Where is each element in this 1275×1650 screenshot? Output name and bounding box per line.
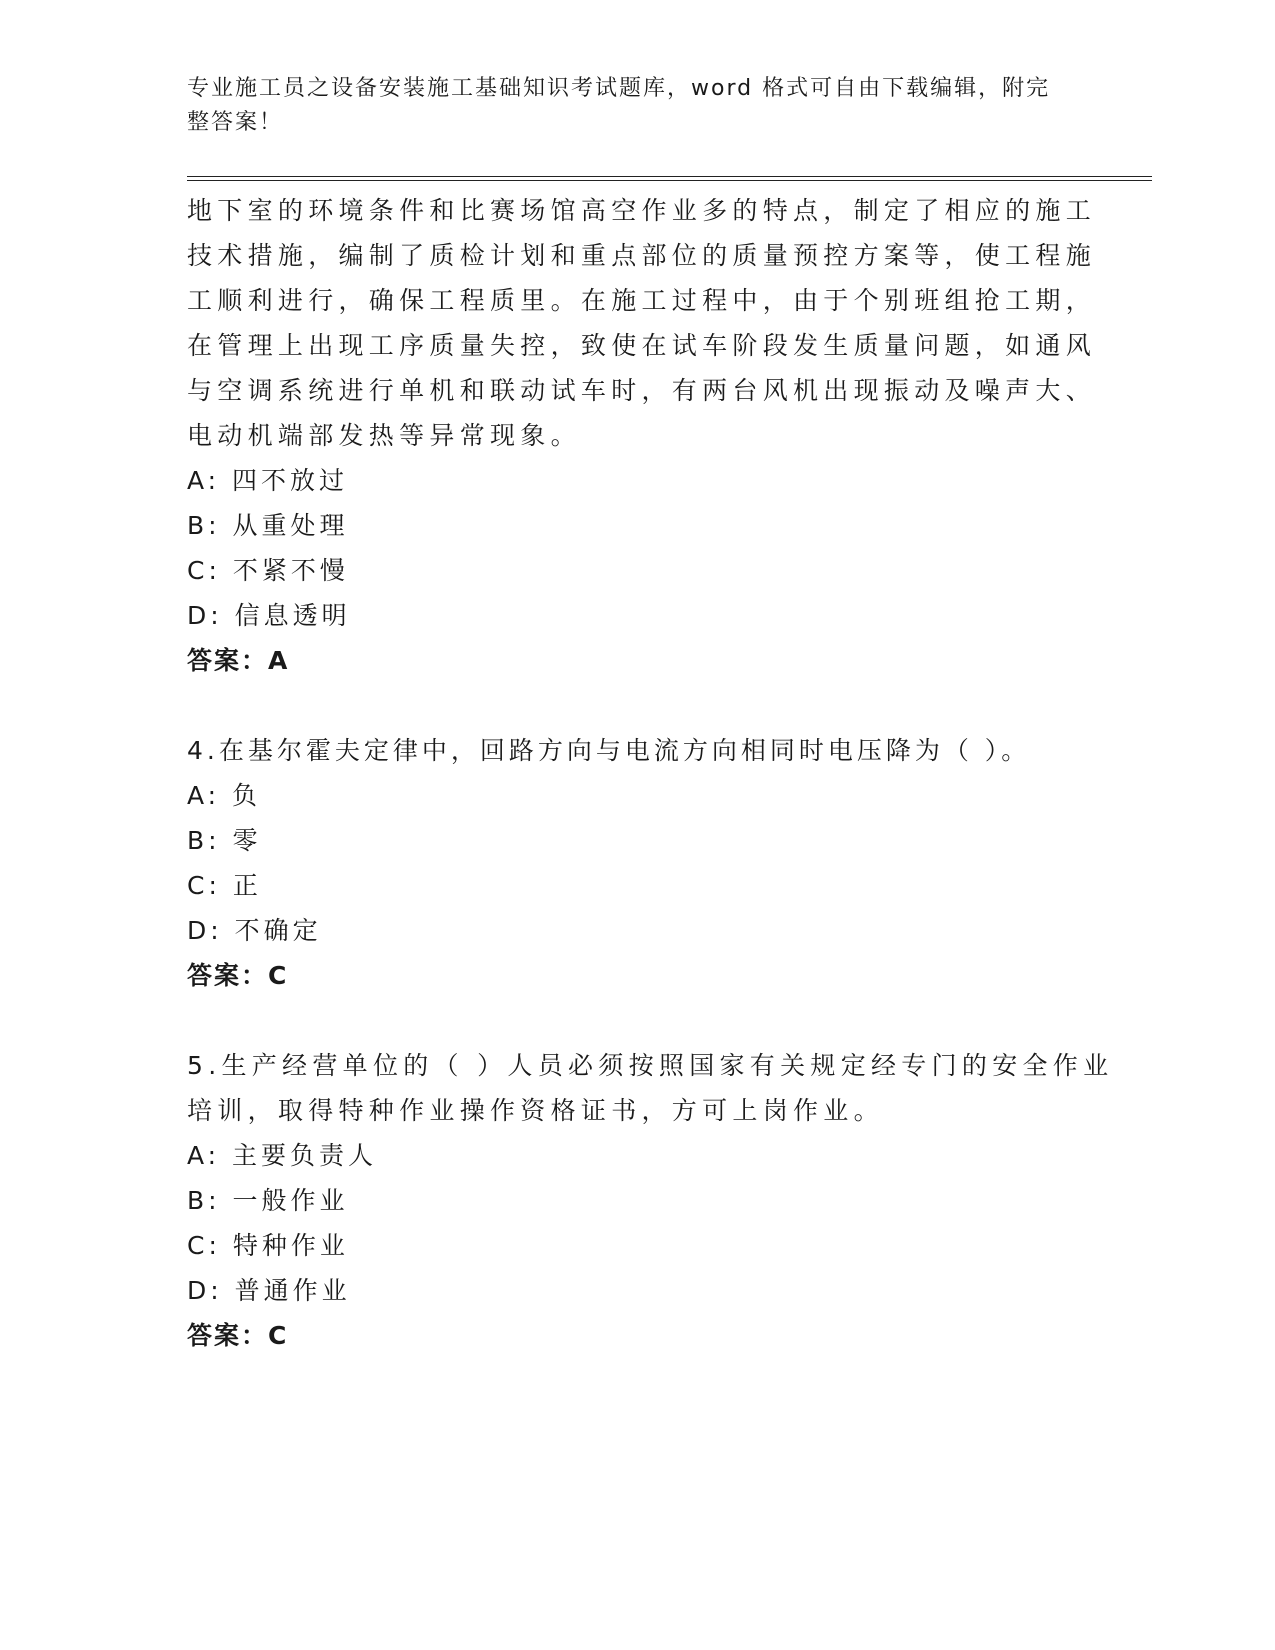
question-stem-line: 与空调系统进行单机和联动试车时，有两台风机出现振动及噪声大、 — [187, 376, 1097, 405]
question-stem-line: 电动机端部发热等异常现象。 — [187, 421, 581, 450]
option-c: C: 不紧不慢 — [187, 556, 349, 585]
option-d: D: 普通作业 — [187, 1276, 351, 1305]
question-stem-line: 4.在基尔霍夫定律中，回路方向与电流方向相同时电压降为（ ）。 — [187, 736, 1031, 765]
question-stem-line: 技术措施，编制了质检计划和重点部位的质量预控方案等，使工程施 — [187, 241, 1097, 270]
option-b: B: 一般作业 — [187, 1186, 349, 1215]
question-stem-line: 地下室的环境条件和比赛场馆高空作业多的特点，制定了相应的施工 — [187, 196, 1097, 225]
option-b: B: 零 — [187, 826, 262, 855]
option-a: A: 四不放过 — [187, 466, 349, 495]
question-stem-line: 5.生产经营单位的（ ）人员必须按照国家有关规定经专门的安全作业 — [187, 1051, 1114, 1080]
option-d: D: 信息透明 — [187, 601, 351, 630]
document-header: 专业施工员之设备安装施工基础知识考试题库，word 格式可自由下载编辑，附完 整答案！ — [187, 76, 1051, 135]
option-c: C: 特种作业 — [187, 1231, 349, 1260]
question-3 — [187, 188, 1097, 683]
spacer — [187, 683, 1067, 728]
header-double-rule — [187, 176, 1152, 181]
question-stem-line: 培训，取得特种作业操作资格证书，方可上岗作业。 — [187, 1096, 884, 1125]
question-5 — [187, 1043, 1114, 1358]
question-stem-line: 工顺利进行，确保工程质里。在施工过程中，由于个别班组抢工期， — [187, 286, 1097, 315]
answer-line: 答案：C — [187, 961, 289, 990]
option-b: B: 从重处理 — [187, 511, 349, 540]
question-stem-line: 在管理上出现工序质量失控，致使在试车阶段发生质量问题，如通风 — [187, 331, 1097, 360]
answer-line: 答案：C — [187, 1321, 289, 1350]
option-d: D: 不确定 — [187, 916, 322, 945]
option-a: A: 负 — [187, 781, 262, 810]
spacer — [187, 998, 1067, 1043]
question-4 — [187, 728, 1067, 998]
document-body — [187, 188, 1114, 1358]
option-a: A: 主要负责人 — [187, 1141, 378, 1170]
answer-line: 答案：A — [187, 646, 290, 675]
option-c: C: 正 — [187, 871, 262, 900]
